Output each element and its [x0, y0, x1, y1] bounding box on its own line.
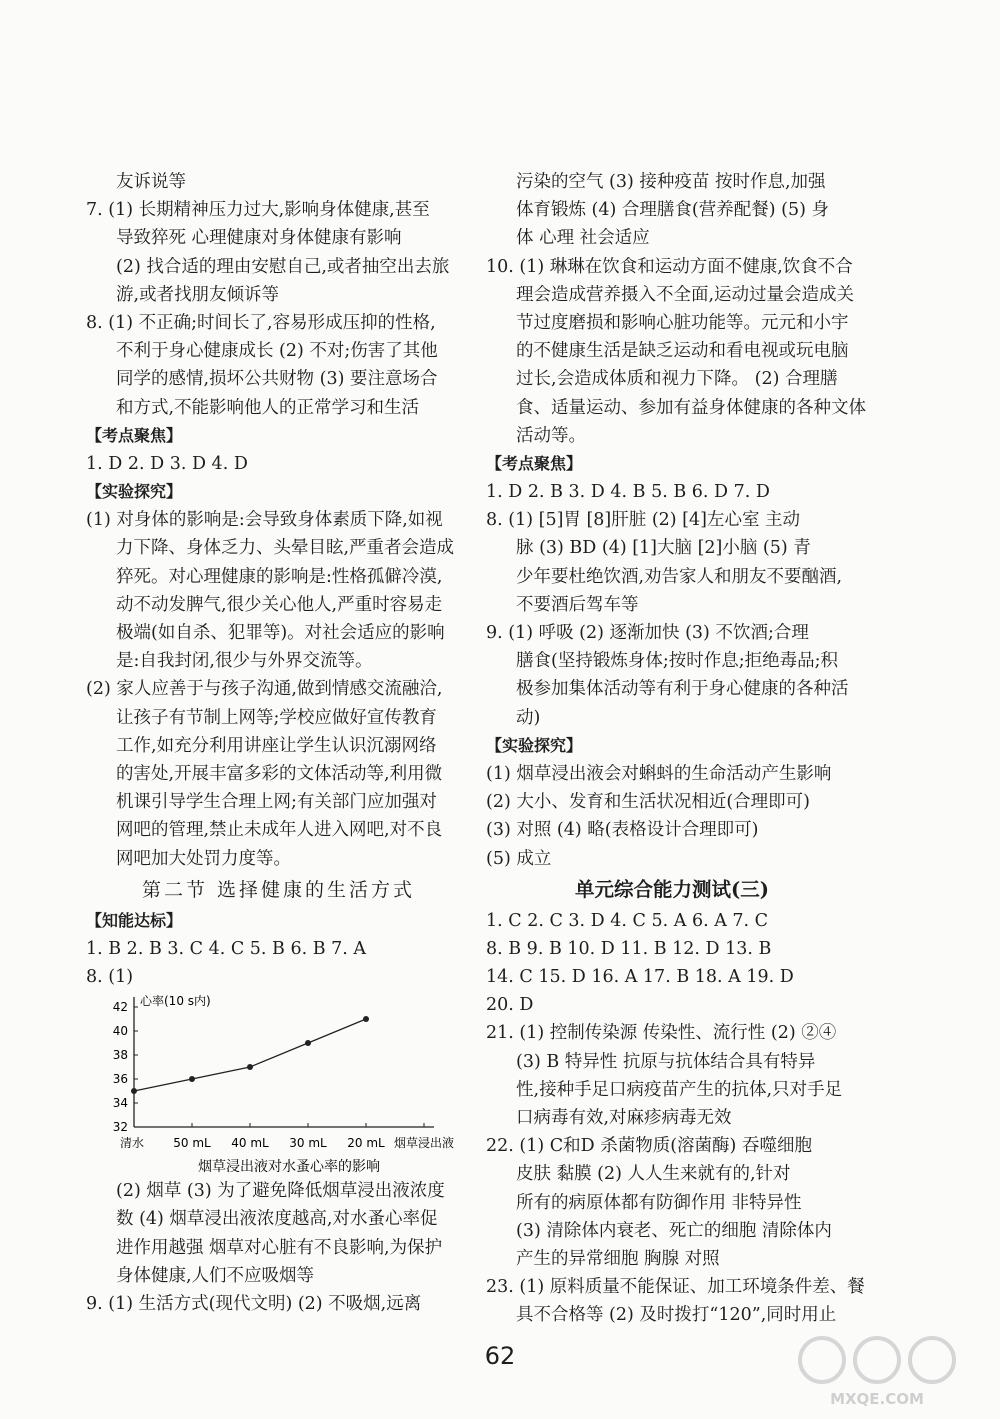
section-label-kaodian: 【考点聚焦】	[86, 425, 183, 445]
answer-line: 1. D 2. B 3. D 4. B 5. B 6. D 7. D	[486, 482, 770, 503]
text-line: 体育锻炼 (4) 合理膳食(营养配餐) (5) 身	[516, 200, 829, 221]
section-label-shiyan: 【实验探究】	[86, 482, 183, 502]
answer-line: 1. B 2. B 3. C 4. C 5. B 6. B 7. A	[86, 938, 367, 959]
text-line: 膳食(坚持锻炼身体;按时作息;拒绝毒品;积	[516, 651, 839, 672]
section-label-zhineng: 【知能达标】	[86, 910, 183, 930]
text-line: (1) 对身体的影响是:会导致身体素质下降,如视	[86, 510, 443, 531]
text-line: 工作,如充分利用讲座让学生认识沉溺网络	[116, 735, 437, 756]
data-point	[189, 1076, 195, 1082]
chart-title: 烟草浸出液对水蚤心率的影响	[198, 1159, 380, 1176]
answer-line: 20. D	[486, 995, 534, 1016]
text-line: 极参加集体活动等有利于身心健康的各种活	[516, 679, 849, 700]
text-line: (5) 成立	[486, 848, 552, 869]
text-line: 极端(如自杀、犯罪等)。对社会适应的影响	[116, 623, 445, 643]
x-tick-label: 40 mL	[231, 1136, 269, 1151]
text-line: 产生的异常细胞 胸腺 对照	[516, 1248, 720, 1269]
text-line: 8. (1) [5]胃 [8]肝脏 (2) [4]左心室 主动	[486, 510, 801, 531]
text-line: 22. (1) C和D 杀菌物质(溶菌酶) 吞噬细胞	[486, 1136, 812, 1157]
text-line: 同学的感情,损坏公共财物 (3) 要注意场合	[116, 369, 438, 390]
text-line: (2) 找合适的理由安慰自己,或者抽空出去旅	[116, 256, 450, 277]
text-line: 节过度磨损和影响心脏功能等。元元和小宇	[516, 312, 849, 333]
text-line: 9. (1) 呼吸 (2) 逐渐加快 (3) 不饮酒;合理	[486, 623, 809, 643]
text-line: 力下降、身体乏力、头晕目眩,严重者会造成	[116, 538, 455, 559]
text-line: 活动等。	[516, 425, 586, 446]
text-line: 7. (1) 长期精神压力过大,影响身体健康,甚至	[86, 200, 430, 221]
text-line: 网吧加大处罚力度等。	[116, 848, 291, 869]
x-tick-label: 清水	[120, 1136, 145, 1151]
text-line: 23. (1) 原料质量不能保证、加工环境条件差、餐	[486, 1277, 865, 1298]
text-line: 污染的空气 (3) 接种疫苗 按时作息,加强	[516, 172, 826, 192]
answer-line: 14. C 15. D 16. A 17. B 18. A 19. D	[486, 967, 794, 988]
x-tick-label: 烟草浸出液	[393, 1136, 455, 1151]
text-line: 过长,会造成体质和视力下降。 (2) 合理膳	[516, 369, 838, 390]
text-line: 具不合格等 (2) 及时拨打“120”,同时用止	[516, 1305, 837, 1326]
answer-line: 1. D 2. D 3. D 4. D	[86, 453, 248, 474]
text-line: 性,接种手足口病疫苗产生的抗体,只对手足	[516, 1079, 843, 1100]
text-line: 友诉说等	[116, 172, 186, 192]
text-line: 脉 (3) BD (4) [1]大脑 [2]小脑 (5) 青	[516, 538, 811, 559]
text-line: 和方式,不能影响他人的正常学习和生活	[116, 397, 420, 418]
x-tick-label: 30 mL	[289, 1136, 327, 1151]
text-line: (3) 对照 (4) 略(表格设计合理即可)	[486, 820, 759, 841]
text-line: 身体健康,人们不应吸烟等	[116, 1265, 315, 1286]
section-title: 第二节 选择健康的生活方式	[141, 878, 416, 901]
text-line: (2) 烟草 (3) 为了避免降低烟草浸出液浓度	[116, 1181, 445, 1202]
text-line: 动)	[516, 707, 541, 728]
data-point	[363, 1016, 369, 1022]
text-line: (2) 大小、发育和生活状况相近(合理即可)	[486, 792, 811, 813]
chart-svg	[86, 991, 471, 1177]
text-line: 体 心理 社会适应	[516, 228, 650, 249]
unit-title: 单元综合能力测试(三)	[575, 877, 769, 901]
text-line: 8. (1) 不正确;时间长了,容易形成压抑的性格,	[86, 312, 436, 333]
x-tick-label: 50 mL	[173, 1136, 211, 1151]
y-tick-label: 36	[112, 1072, 128, 1087]
text-line: 是:自我封闭,很少与外界交流等。	[116, 651, 373, 672]
question-label: 8. (1)	[86, 967, 134, 988]
section-label-shiyan: 【实验探究】	[486, 735, 583, 755]
text-line: (2) 家人应善于与孩子沟通,做到情感交流融洽,	[86, 679, 443, 700]
text-line: 猝死。对心理健康的影响是:性格孤僻冷漠,	[116, 566, 443, 587]
heart-rate-chart	[86, 991, 471, 1177]
page-number: 62	[484, 1342, 516, 1370]
data-point	[131, 1088, 137, 1094]
text-line: 数 (4) 烟草浸出液浓度越高,对水蚤心率促	[116, 1209, 438, 1230]
text-line: (3) 清除体内衰老、死亡的细胞 清除体内	[516, 1220, 832, 1241]
text-line: 皮肤 黏膜 (2) 人人生来就有的,针对	[516, 1164, 791, 1185]
text-line: 口病毒有效,对麻疹病毒无效	[516, 1108, 732, 1128]
text-line: 所有的病原体都有防御作用 非特异性	[516, 1192, 802, 1213]
y-tick-label: 34	[112, 1096, 128, 1111]
watermark-logo	[782, 1330, 972, 1410]
text-line: 的不健康生活是缺乏运动和看电视或玩电脑	[516, 341, 849, 362]
section-label-kaodian: 【考点聚焦】	[486, 453, 583, 473]
text-line: 网吧的管理,禁止未成年人进入网吧,对不良	[116, 820, 443, 841]
left-column	[86, 168, 471, 1318]
text-line: 21. (1) 控制传染源 传染性、流行性 (2) ②④	[486, 1023, 837, 1044]
text-line: 少年要杜绝饮酒,劝告家人和朋友不要酗酒,	[516, 566, 843, 587]
series-line	[134, 1019, 366, 1091]
x-tick-label: 20 mL	[347, 1136, 385, 1151]
text-line: (3) B 特异性 抗原与抗体结合具有特异	[516, 1051, 816, 1072]
watermark-ring-1	[800, 1338, 844, 1382]
y-tick-label: 40	[112, 1024, 128, 1039]
data-point	[305, 1040, 311, 1046]
text-line: 机课引导学生合理上网;有关部门应加强对	[116, 792, 437, 813]
answer-line: 8. B 9. B 10. D 11. B 12. D 13. B	[486, 938, 772, 959]
text-line: 的害处,开展丰富多彩的文体活动等,利用微	[116, 763, 443, 784]
text-line: 食、适量运动、参加有益身体健康的各种文体	[516, 397, 866, 418]
y-tick-label: 38	[112, 1048, 128, 1063]
text-line: 不要酒后驾车等	[516, 594, 639, 615]
text-line: 让孩子有节制上网等;学校应做好宣传教育	[116, 707, 437, 728]
watermark-ring-2	[855, 1338, 899, 1382]
text-line: 导致猝死 心理健康对身体健康有影响	[116, 228, 402, 249]
text-line: 不利于身心健康成长 (2) 不对;伤害了其他	[116, 341, 438, 362]
y-tick-label: 42	[112, 1000, 128, 1015]
text-line: 动不动发脾气,很少关心他人,严重时容易走	[116, 594, 443, 615]
text-line: 10. (1) 琳琳在饮食和运动方面不健康,饮食不合	[486, 256, 853, 277]
text-line: 9. (1) 生活方式(现代文明) (2) 不吸烟,远离	[86, 1294, 422, 1314]
text-line: 游,或者找朋友倾诉等	[116, 284, 280, 305]
right-column	[486, 168, 866, 1330]
watermark-ring-3	[910, 1338, 954, 1382]
watermark-text: MXQE.COM	[830, 1390, 924, 1408]
answer-line: 1. C 2. C 3. D 4. C 5. A 6. A 7. C	[486, 910, 769, 931]
text-line: 理会造成营养摄入不全面,运动过量会造成关	[516, 284, 855, 305]
text-line: (1) 烟草浸出液会对蝌蚪的生命活动产生影响	[486, 763, 832, 784]
y-tick-label: 32	[112, 1120, 128, 1135]
text-line: 进作用越强 烟草对心脏有不良影响,为保护	[116, 1237, 443, 1258]
data-point	[247, 1064, 253, 1070]
y-axis-label: 心率(10 s内)	[140, 994, 211, 1009]
